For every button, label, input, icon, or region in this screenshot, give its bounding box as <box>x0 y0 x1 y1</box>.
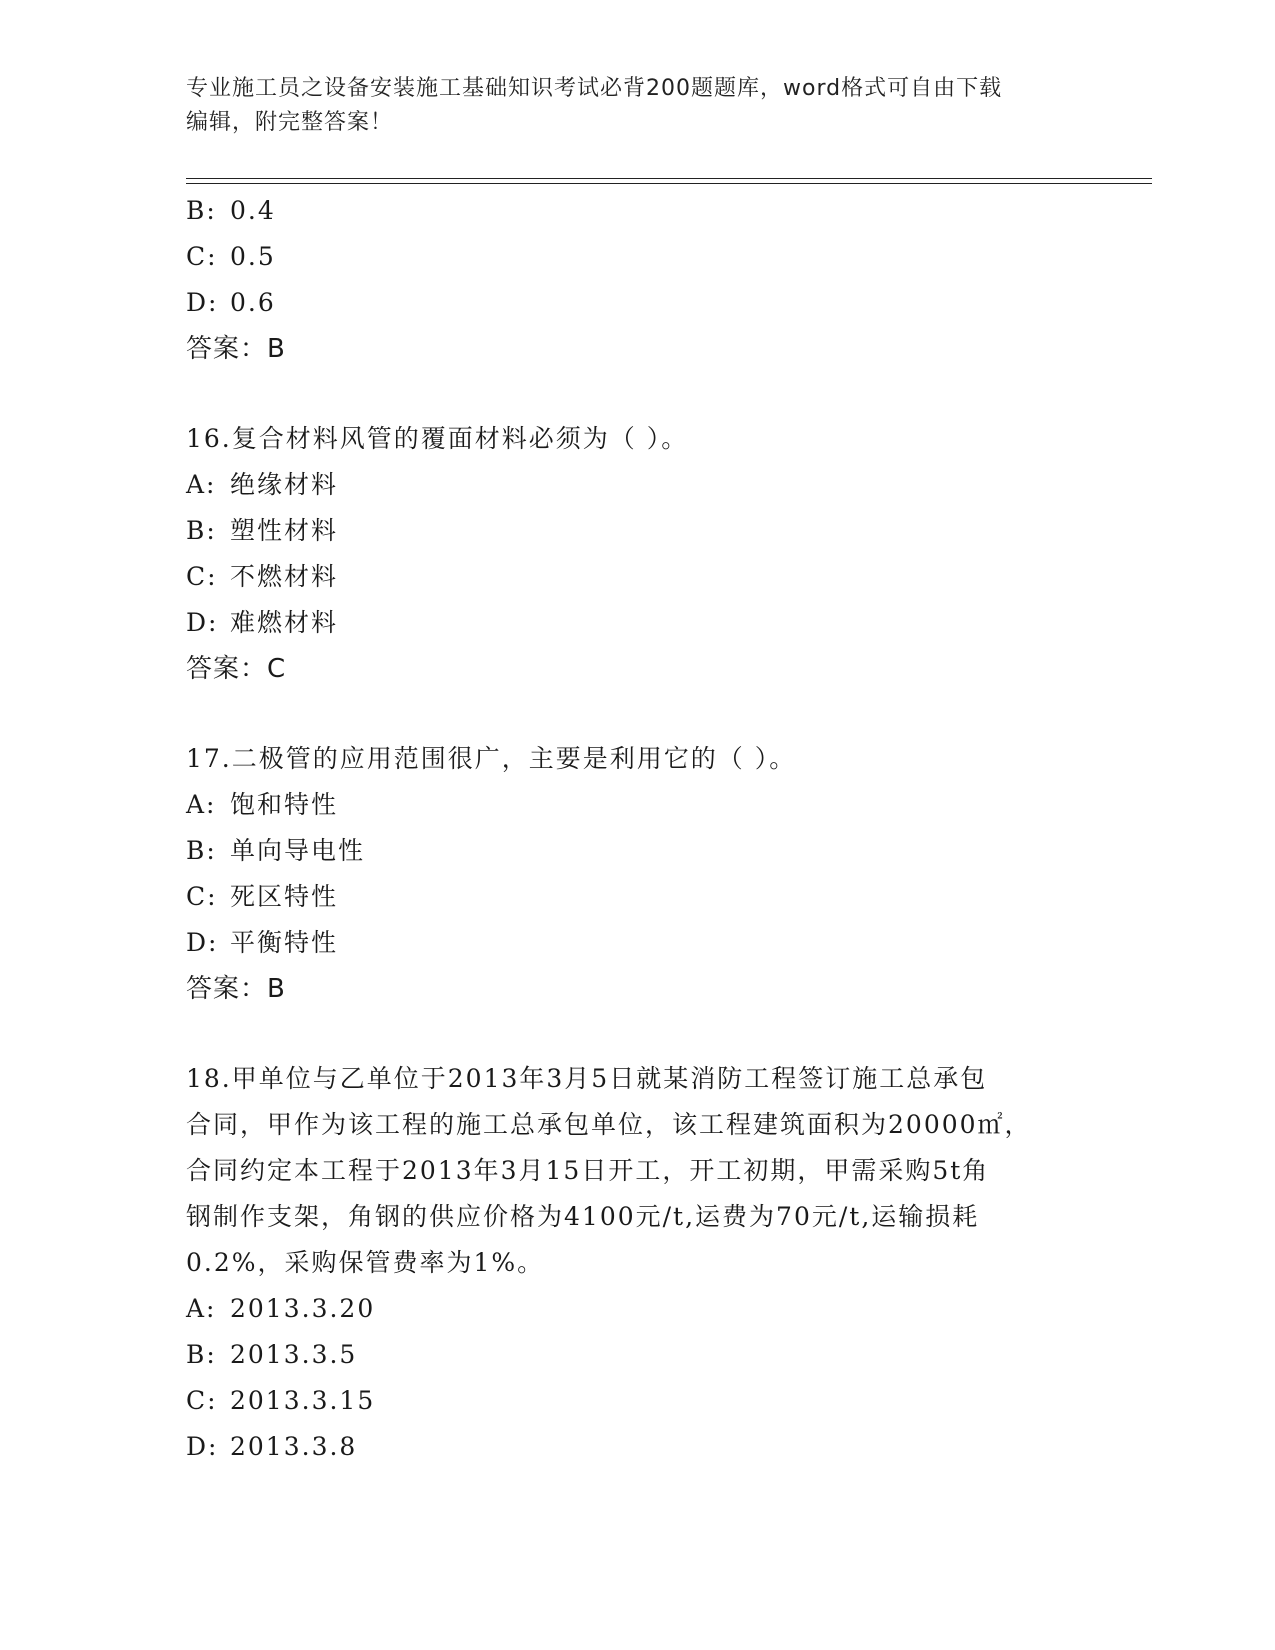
question-17 <box>186 736 1086 1012</box>
option-c <box>186 234 1086 280</box>
option-c <box>186 874 1086 920</box>
answer-line: 答案：B <box>186 334 286 364</box>
question-stem-line: 18.甲单位与乙单位于2013年3月5日就某消防工程签订施工总承包 <box>186 1064 988 1093</box>
document-header <box>186 72 1066 140</box>
option-label: D: <box>186 1432 219 1461</box>
option-label: A: <box>186 470 217 499</box>
option-text: 平衡特性 <box>230 928 339 957</box>
option-text: 不燃材料 <box>230 562 339 591</box>
option-label: C: <box>186 242 218 271</box>
option-d <box>186 600 1086 646</box>
header-rule-top <box>186 178 1152 179</box>
option-text: 单向导电性 <box>230 836 366 865</box>
option-a <box>186 462 1086 508</box>
option-d <box>186 920 1086 966</box>
question-stem-line: 合同约定本工程于2013年3月15日开工，开工初期，甲需采购5t角 <box>186 1156 990 1185</box>
option-text: 0.4 <box>230 196 276 225</box>
question-16 <box>186 416 1086 692</box>
option-a <box>186 1286 1086 1332</box>
option-text: 塑性材料 <box>230 516 339 545</box>
option-b <box>186 508 1086 554</box>
option-label: B: <box>186 516 217 545</box>
answer-line: 答案：B <box>186 974 286 1004</box>
option-label: A: <box>186 790 217 819</box>
option-label: D: <box>186 608 219 637</box>
option-text: 2013.3.8 <box>230 1432 358 1461</box>
option-label: A: <box>186 1294 217 1323</box>
option-text: 死区特性 <box>230 882 339 911</box>
option-text: 2013.3.20 <box>230 1294 376 1323</box>
option-text: 绝缘材料 <box>230 470 339 499</box>
option-label: B: <box>186 836 217 865</box>
option-label: D: <box>186 928 219 957</box>
option-b <box>186 828 1086 874</box>
option-text: 2013.3.15 <box>230 1386 376 1415</box>
question-stem-line: 合同，甲作为该工程的施工总承包单位，该工程建筑面积为20000㎡， <box>186 1110 1032 1139</box>
prev-question <box>186 188 1086 372</box>
question-18 <box>186 1056 1086 1470</box>
answer-line: 答案：C <box>186 654 287 684</box>
document-body <box>186 188 1086 1470</box>
header-line-2: 编辑，附完整答案！ <box>186 110 394 135</box>
option-text: 2013.3.5 <box>230 1340 358 1369</box>
header-line-1: 专业施工员之设备安装施工基础知识考试必背200题题库，word格式可自由下载 <box>186 76 1003 101</box>
question-stem-line: 0.2%，采购保管费率为1%。 <box>186 1248 545 1277</box>
question-stem-line: 钢制作支架，角钢的供应价格为4100元/t,运费为70元/t,运输损耗 <box>186 1202 980 1231</box>
option-b <box>186 188 1086 234</box>
option-a <box>186 782 1086 828</box>
option-d <box>186 280 1086 326</box>
option-label: C: <box>186 1386 218 1415</box>
option-d <box>186 1424 1086 1470</box>
option-text: 难燃材料 <box>230 608 339 637</box>
question-stem: 17.二极管的应用范围很广，主要是利用它的（ ）。 <box>186 744 797 773</box>
option-text: 饱和特性 <box>230 790 339 819</box>
header-rule-bottom <box>186 183 1152 184</box>
option-label: B: <box>186 1340 217 1369</box>
option-c <box>186 554 1086 600</box>
question-stem: 16.复合材料风管的覆面材料必须为（ ）。 <box>186 424 689 453</box>
option-label: B: <box>186 196 217 225</box>
option-text: 0.5 <box>230 242 276 271</box>
option-c <box>186 1378 1086 1424</box>
option-text: 0.6 <box>230 288 276 317</box>
option-label: C: <box>186 882 218 911</box>
option-b <box>186 1332 1086 1378</box>
option-label: C: <box>186 562 218 591</box>
option-label: D: <box>186 288 219 317</box>
